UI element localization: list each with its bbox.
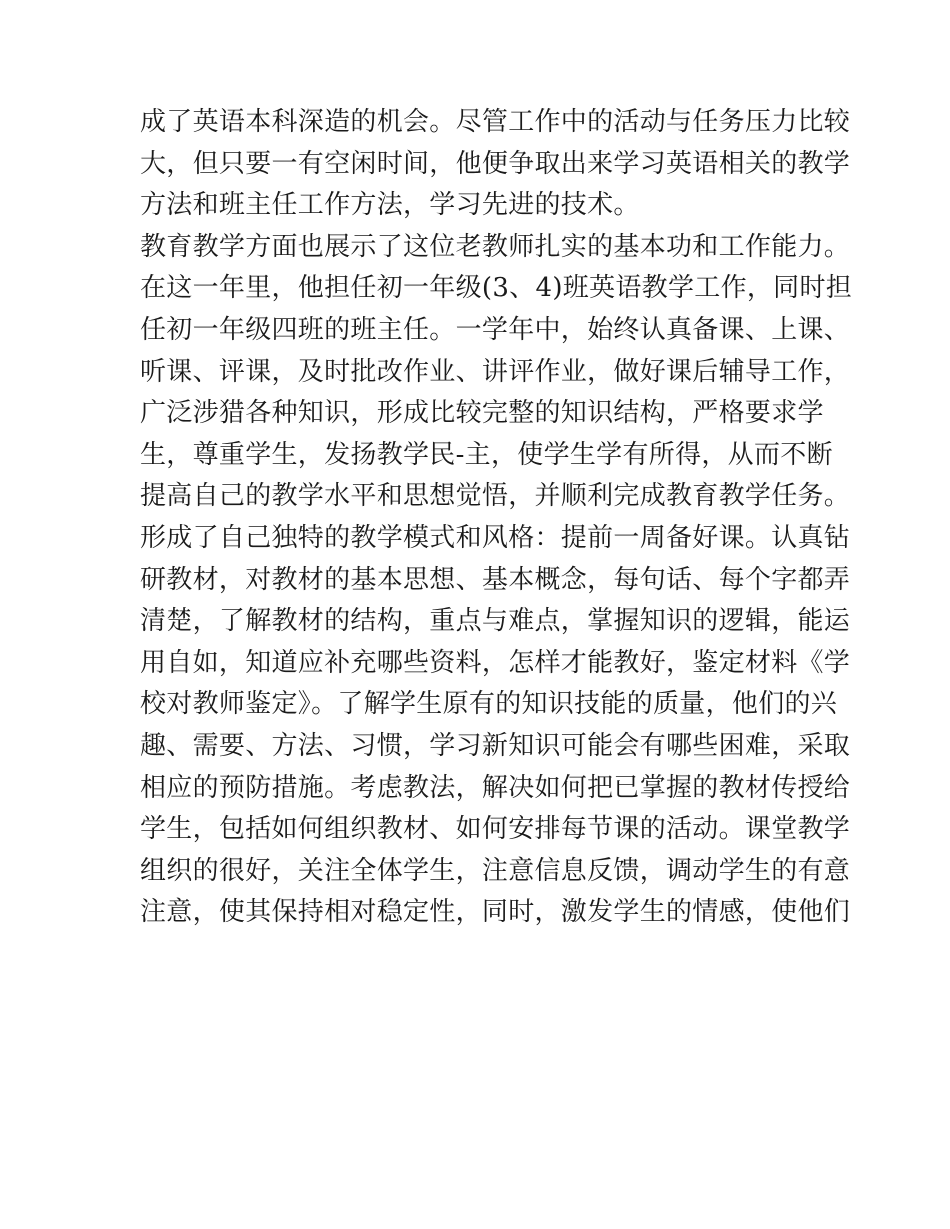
text-line: 方法和班主任工作方法，学习先进的技术。 (140, 190, 640, 221)
document-body (140, 102, 853, 934)
text-line: 教育教学方面也展示了这位老教师扎实的基本功和工作能力。 (140, 231, 851, 262)
text-line: 提高自己的教学水平和思想觉悟，并顺利完成教育教学任务。 (140, 481, 851, 512)
text-line: 任初一年级四班的班主任。一学年中，始终认真备课、上课、 (140, 314, 851, 345)
text-line: 注意，使其保持相对稳定性，同时，激发学生的情感，使他们 (140, 897, 851, 928)
text-line: 用自如，知道应补充哪些资料，怎样才能教好，鉴定材料《学 (140, 647, 851, 678)
text-line: 成了英语本科深造的机会。尽管工作中的活动与任务压力比较 (140, 107, 851, 137)
text-line: 形成了自己独特的教学模式和风格：提前一周备好课。认真钻 (140, 522, 851, 553)
text-line: 广泛涉猎各种知识，形成比较完整的知识结构，严格要求学 (140, 398, 824, 429)
text-line: 在这一年里，他担任初一年级(3、4)班英语教学工作，同时担 (140, 273, 853, 304)
text-line: 趣、需要、方法、习惯，学习新知识可能会有哪些困难，采取 (140, 730, 851, 761)
text-line: 学生，包括如何组织教材、如何安排每节课的活动。课堂教学 (140, 814, 851, 845)
text-line: 生，尊重学生，发扬教学民-主，使学生学有所得，从而不断 (140, 439, 833, 470)
text-line: 听课、评课，及时批改作业、讲评作业，做好课后辅导工作， (140, 356, 851, 387)
text-line: 研教材，对教材的基本思想、基本概念，每句话、每个字都弄 (140, 564, 851, 595)
text-line: 组织的很好，关注全体学生，注意信息反馈，调动学生的有意 (140, 855, 851, 886)
text-line: 大，但只要一有空闲时间，他便争取出来学习英语相关的教学 (140, 148, 851, 179)
text-line: 清楚，了解教材的结构，重点与难点，掌握知识的逻辑，能运 (140, 606, 851, 637)
text-line: 相应的预防措施。考虑教法，解决如何把已掌握的教材传授给 (140, 772, 851, 803)
text-line: 校对教师鉴定》。了解学生原有的知识技能的质量，他们的兴 (140, 689, 838, 720)
